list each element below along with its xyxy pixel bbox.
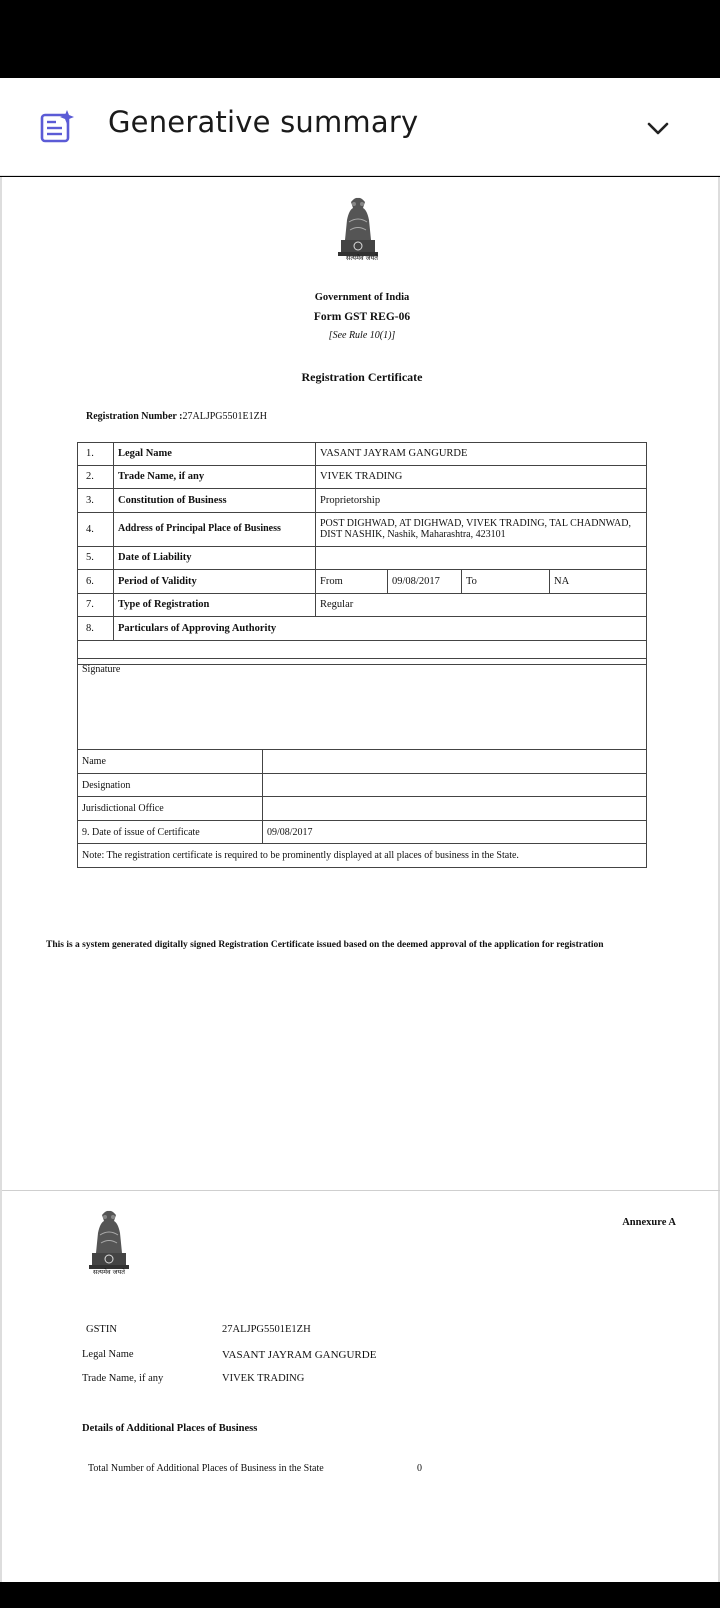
designation-label: Designation — [78, 774, 263, 797]
table-row — [78, 443, 647, 466]
row-number: 3. — [78, 489, 114, 513]
form-heading: Form GST REG-06 — [313, 311, 411, 323]
name-label: Name — [78, 750, 263, 774]
jurisdictional-office-value — [263, 797, 647, 821]
table-row — [78, 466, 647, 489]
row-number: 6. — [78, 570, 114, 594]
certificate-table — [77, 442, 647, 665]
emblem-motto: सत्यमेव जयते — [346, 254, 378, 262]
table-row — [78, 594, 647, 617]
page-title: Generative summary — [108, 105, 419, 139]
national-emblem-icon — [86, 1205, 132, 1275]
issue-date-value: 09/08/2017 — [263, 821, 647, 844]
table-row — [78, 821, 647, 844]
trade-name-value: VIVEK TRADING — [222, 1373, 305, 1384]
validity-from-value: 09/08/2017 — [388, 570, 462, 594]
table-row — [78, 547, 647, 570]
row-label: Type of Registration — [114, 594, 316, 617]
row-value: VASANT JAYRAM GANGURDE — [316, 443, 647, 466]
document-page — [0, 177, 720, 1582]
chevron-down-icon[interactable] — [644, 114, 672, 142]
row-value: POST DIGHWAD, AT DIGHWAD, VIVEK TRADING, TAL CHADNWAD, DIST NASHIK, Nashik, Maharashtra, 423101 — [316, 513, 647, 547]
table-row — [78, 750, 647, 774]
row-label: Address of Principal Place of Business — [114, 513, 316, 547]
generative-summary-icon[interactable] — [40, 110, 76, 144]
registration-number-value: 27ALJPG5501E1ZH — [182, 411, 267, 422]
annexure-title: Annexure A — [622, 1217, 676, 1228]
table-row — [78, 570, 647, 594]
row-value — [316, 547, 647, 570]
legal-name-value: VASANT JAYRAM GANGURDE — [222, 1349, 377, 1361]
certificate-heading: Registration Certificate — [301, 370, 423, 384]
row-value: Regular — [316, 594, 647, 617]
row-value: VIVEK TRADING — [316, 466, 647, 489]
jurisdictional-office-label: Jurisdictional Office — [78, 797, 263, 821]
display-note: Note: The registration certificate is required to be prominently displayed at all places of business in the State. — [78, 844, 647, 868]
table-row — [78, 659, 647, 750]
gstin-label: GSTIN — [86, 1324, 117, 1335]
page-divider — [2, 1190, 720, 1191]
row-number: 8. — [78, 617, 114, 641]
validity-to-value: NA — [550, 570, 647, 594]
registration-number — [86, 411, 267, 422]
row-label: Legal Name — [114, 443, 316, 466]
gstin-value: 27ALJPG5501E1ZH — [222, 1324, 311, 1335]
emblem-motto: सत्यमेव जयते — [93, 1268, 125, 1276]
row-number: 2. — [78, 466, 114, 489]
legal-name-label: Legal Name — [82, 1349, 134, 1360]
row-label: Period of Validity — [114, 570, 316, 594]
validity-to-label: To — [462, 570, 550, 594]
total-additional-places-value: 0 — [417, 1463, 422, 1474]
table-row — [78, 513, 647, 547]
row-number: 5. — [78, 547, 114, 570]
table-row — [78, 774, 647, 797]
row-label: Date of Liability — [114, 547, 316, 570]
trade-name-label: Trade Name, if any — [82, 1373, 164, 1384]
row-number: 7. — [78, 594, 114, 617]
table-row — [78, 797, 647, 821]
app-header — [0, 78, 720, 176]
status-bar — [0, 0, 720, 78]
signature-label: Signature — [78, 659, 647, 750]
system-generated-note: This is a system generated digitally signed Registration Certificate issued based on the deemed approval of the application for registration — [46, 940, 604, 950]
table-row — [78, 844, 647, 868]
signature-table — [77, 658, 647, 868]
national-emblem-icon — [335, 192, 381, 262]
row-number: 4. — [78, 513, 114, 547]
designation-value — [263, 774, 647, 797]
row-label: Trade Name, if any — [114, 466, 316, 489]
row-label: Constitution of Business — [114, 489, 316, 513]
government-heading: Government of India — [314, 292, 410, 303]
registration-number-label: Registration Number : — [86, 411, 183, 422]
table-row — [78, 617, 647, 641]
row-label: Particulars of Approving Authority — [114, 617, 647, 641]
row-value: Proprietorship — [316, 489, 647, 513]
rule-reference: [See Rule 10(1)] — [328, 330, 396, 341]
additional-places-heading: Details of Additional Places of Business — [82, 1423, 258, 1434]
validity-from-label: From — [316, 570, 388, 594]
total-additional-places-label: Total Number of Additional Places of Business in the State — [88, 1463, 324, 1474]
table-row — [78, 489, 647, 513]
navigation-bar — [0, 1582, 720, 1608]
issue-date-label: 9. Date of issue of Certificate — [78, 821, 263, 844]
name-value — [263, 750, 647, 774]
row-number: 1. — [78, 443, 114, 466]
